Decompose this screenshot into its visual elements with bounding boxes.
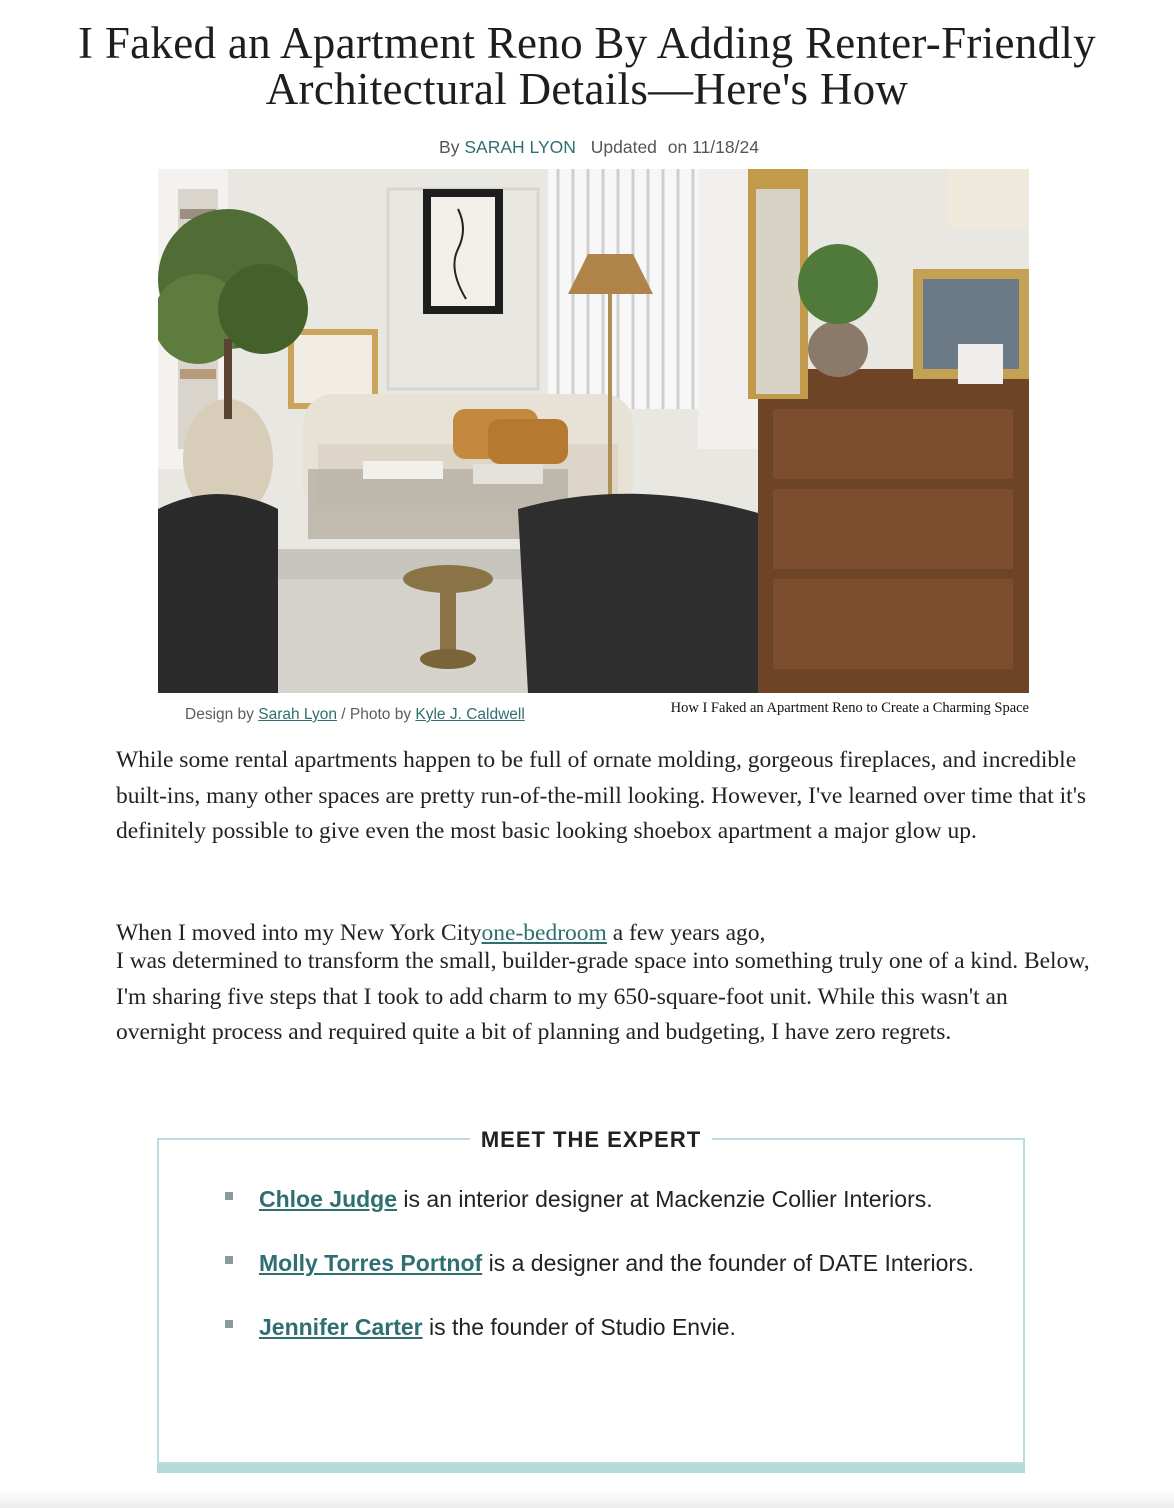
expert-item [225, 1306, 985, 1348]
author-link[interactable]: SARAH LYON [464, 137, 576, 157]
bullet-icon [225, 1256, 233, 1264]
expert-description: is an interior designer at Mackenzie Collier Interiors. [397, 1186, 933, 1212]
expert-name-link[interactable]: Jennifer Carter [259, 1314, 423, 1340]
photographer-link[interactable]: Kyle J. Caldwell [415, 706, 525, 723]
bullet-icon [225, 1320, 233, 1328]
article-paragraph-1: While some rental apartments happen to be full of ornate molding, gorgeous fireplaces, and incredible built-ins, many other spaces are pretty run-of-the-mill looking. However, I've learned over time that it's definitely possible to give even the most basic looking shoebox apartment a major glow up. [116, 747, 1087, 844]
paragraph-2-text: When I moved into my New York City [116, 920, 482, 946]
designer-link[interactable]: Sarah Lyon [258, 706, 337, 723]
paragraph-2-text-after: a few years ago, [606, 920, 766, 946]
expert-name-link[interactable]: Chloe Judge [259, 1186, 398, 1212]
updated-label: Updated [590, 137, 657, 157]
photo-credit [185, 706, 525, 724]
image-caption: How I Faked an Apartment Reno to Create a Charming Space [670, 700, 1029, 716]
publish-date: on 11/18/24 [667, 137, 759, 157]
credit-design-prefix: Design by [185, 706, 254, 723]
expert-item [225, 1242, 985, 1284]
byline [0, 137, 1174, 158]
one-bedroom-link[interactable]: one-bedroom [481, 920, 607, 946]
expert-description: is a designer and the founder of DATE Interiors. [482, 1250, 974, 1276]
expert-list [225, 1178, 985, 1370]
article-headline: I Faked an Apartment Reno By Adding Renter-Friendly Architectural Details—Here's How [78, 18, 1096, 114]
living-room-photo [158, 169, 1029, 693]
expert-box-bottom-bar [157, 1464, 1025, 1473]
page-bottom-shadow [0, 1490, 1174, 1508]
hero-image [158, 169, 1029, 693]
article-paragraph-2-rest: I was determined to transform the small, builder-grade space into something truly one of a kind. Below, I'm sharing five steps that I took to add charm to my 650-square-foot unit. While this wasn't an overnight process and required quite a bit of planning and budgeting, I have zero regrets. [116, 948, 1090, 1045]
credit-photo-prefix: / Photo by [341, 706, 412, 723]
expert-description: is the founder of Studio Envie. [422, 1314, 736, 1340]
expert-box-title: MEET THE EXPERT [470, 1124, 712, 1156]
expert-name-link[interactable]: Molly Torres Portnof [259, 1250, 483, 1276]
byline-by: By [439, 137, 460, 157]
bullet-icon [225, 1192, 233, 1200]
expert-item [225, 1178, 985, 1220]
